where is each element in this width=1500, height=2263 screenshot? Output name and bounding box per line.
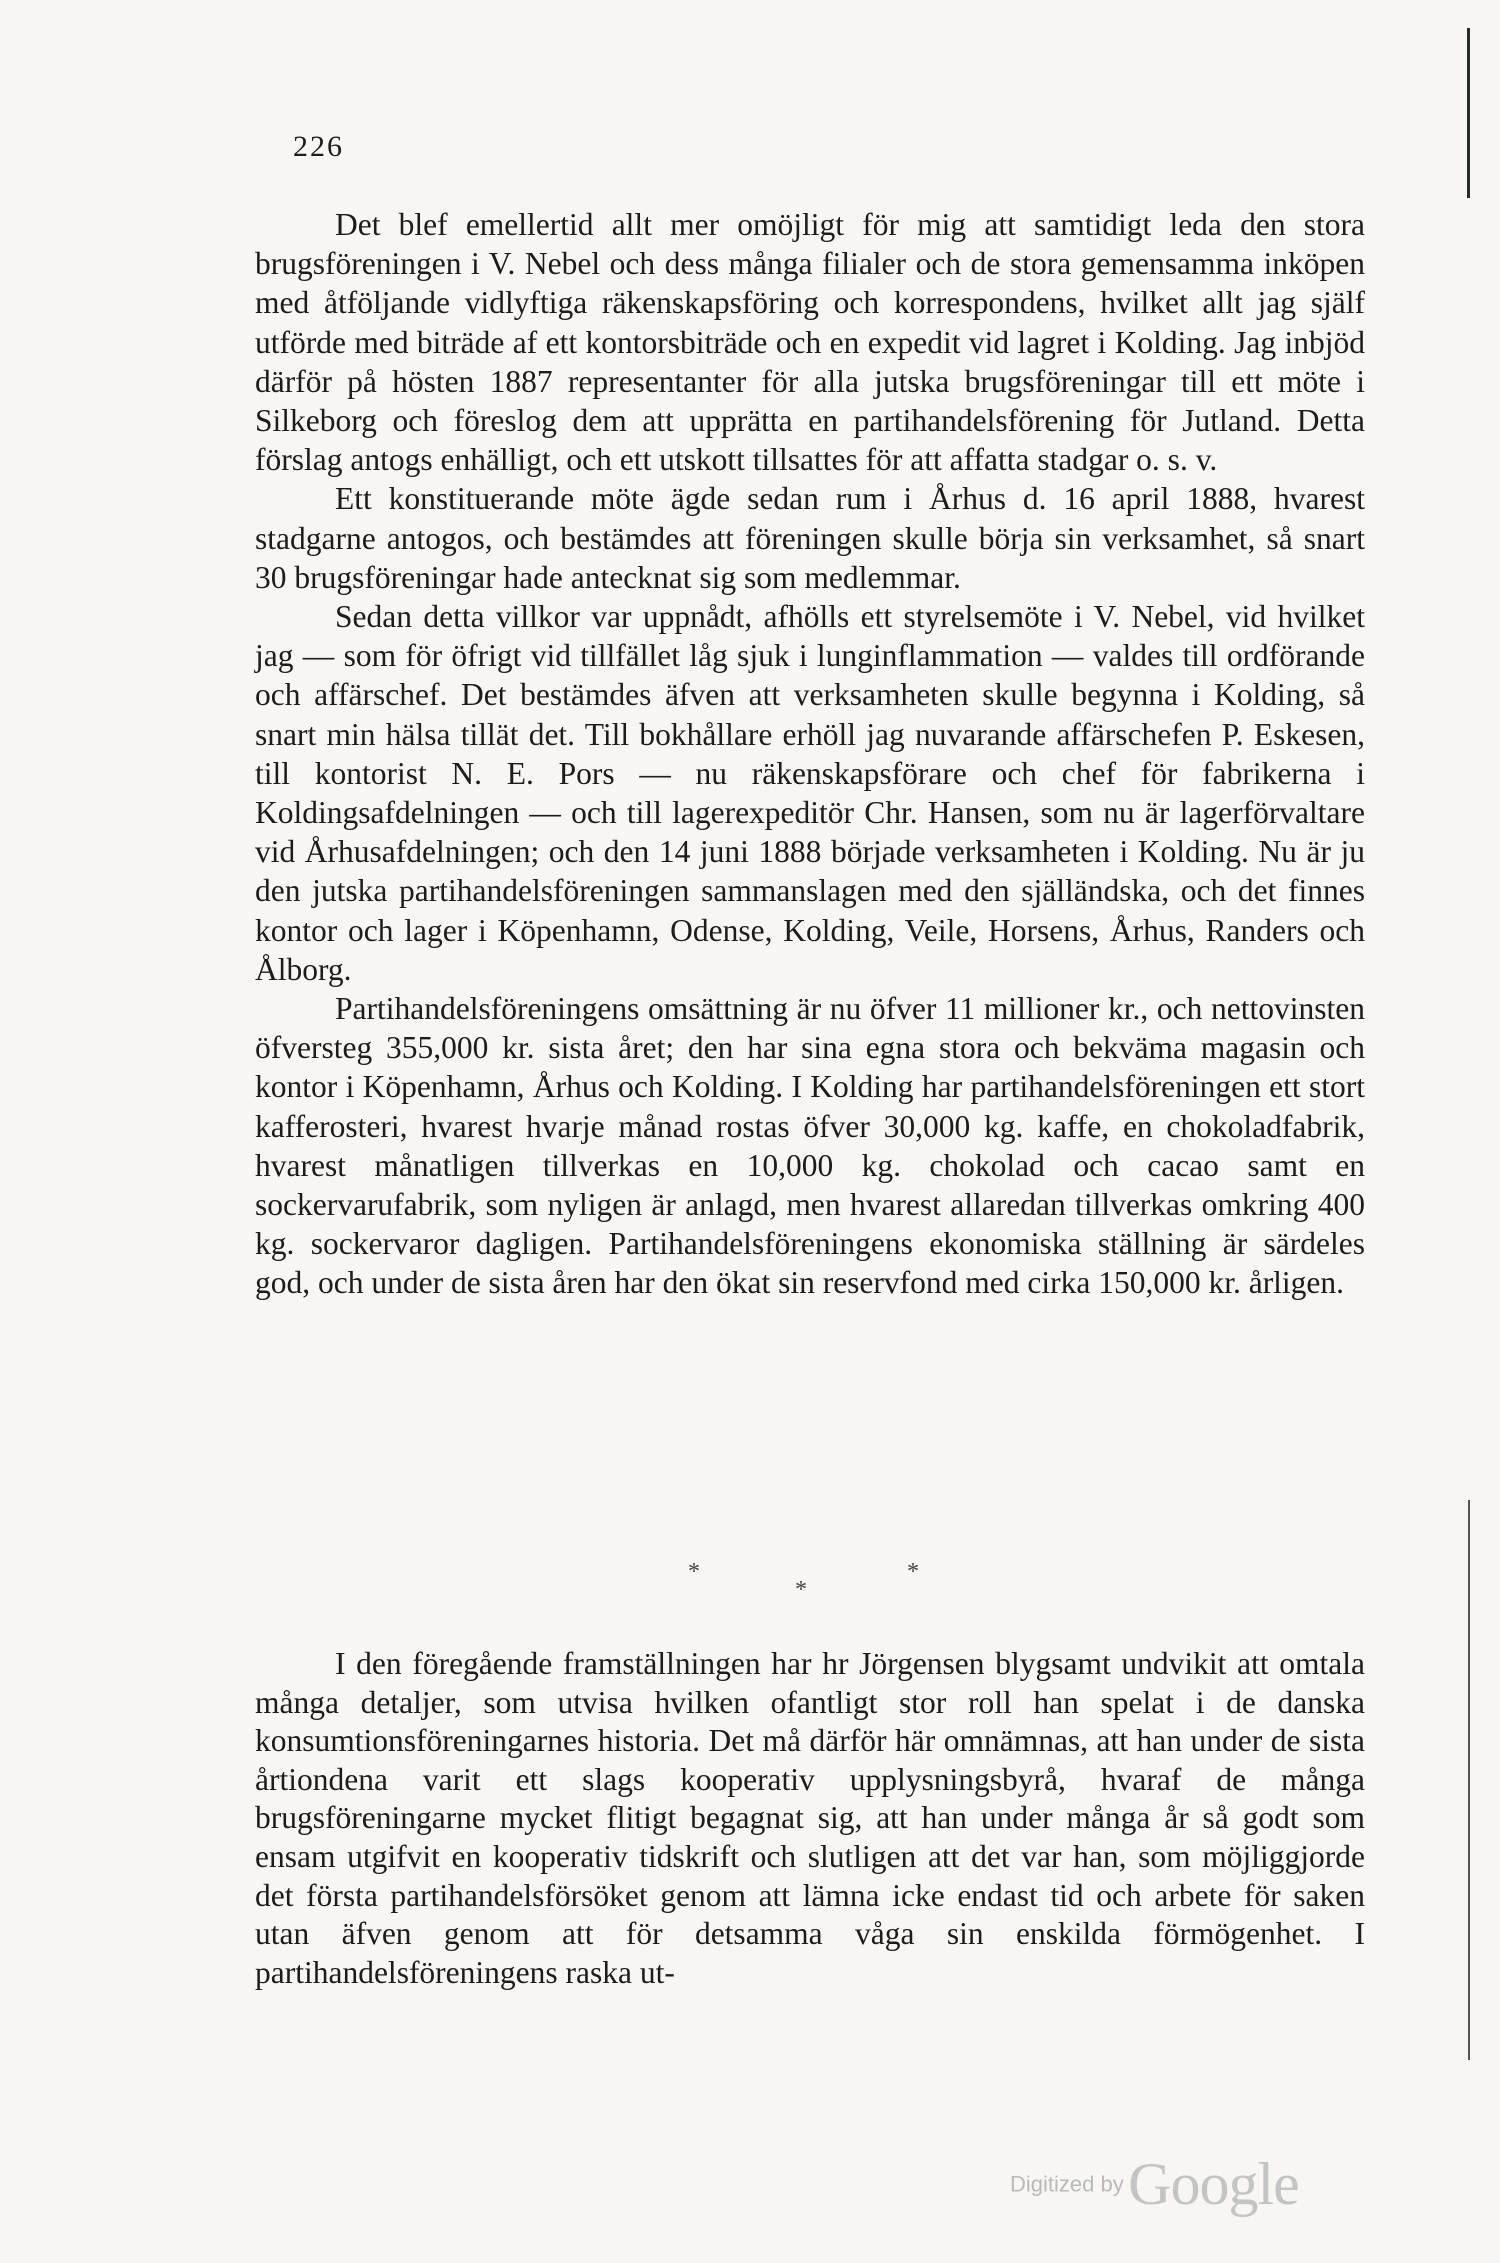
body-text xyxy=(255,205,1365,1303)
body-text-continued xyxy=(255,1645,1365,1992)
section-separator xyxy=(0,1555,1500,1615)
watermark-prefix: Digitized by xyxy=(1010,2171,1124,2197)
paragraph: Det blef emellertid allt mer omöjligt för mig att samtidigt leda den stora brugsföreningen i V. Nebel och dess många filialer och de stora gemensamma inköpen med åtföljande vidlyftiga räkenskapsföring och korrespondens, hvilket allt jag själf utförde med biträde af ett kontorsbiträde och en expedit vid lagret i Kolding. Jag inbjöd därför på hösten 1887 representanter för alla jutska brugsföreningar till ett möte i Silkeborg och föreslog dem att upprätta en partihandelsförening för Jutland. Detta förslag antogs enhälligt, och ett utskott tillsattes för att affatta stadgar o. s. v. xyxy=(255,207,1365,478)
paragraph: Ett konstituerande möte ägde sedan rum i Århus d. 16 april 1888, hvarest stadgarne antogos, och bestämdes att föreningen skulle börja sin verksamhet, så snart 30 brugsföreningar hade antecknat sig som medlemmar. xyxy=(255,481,1365,595)
page-number: 226 xyxy=(293,130,344,163)
google-logo: Google xyxy=(1128,2151,1299,2217)
asterisk: * xyxy=(688,1559,700,1585)
paragraph: I den föregående framställningen har hr Jörgensen blygsamt undvikit att omtala många detaljer, som utvisa hvilken ofantligt stor roll han spelat i de danska konsumtionsföreningarnes historia. Det må därför här omnämnas, att han under de sista årtiondena varit ett slags kooperativ upplysningsbyrå, hvaraf de många brugsföreningarne mycket flitigt begagnat sig, att han under många år så godt som ensam utgifvit en kooperativ tidskrift och slutligen att det var han, som möjliggjorde det första partihandelsförsöket genom att lämna icke endast tid och arbete för saken utan äfven genom att för detsamma våga sin enskilda förmögenhet. I partihandelsföreningens raska ut- xyxy=(255,1646,1365,1990)
paragraph: Sedan detta villkor var uppnådt, afhölls ett styrelsemöte i V. Nebel, vid hvilket jag — som för öfrigt vid tillfället låg sjuk i lunginflammation — valdes till ordförande och affärschef. Det bestämdes äfven att verksamheten skulle begynna i Kolding, så snart min hälsa tillät det. Till bokhållare erhöll jag nuvarande affärschefen P. Eskesen, till kontorist N. E. Pors — nu räkenskapsförare och chef för fabrikerna i Koldingsafdelningen — och till lagerexpeditör Chr. Hansen, som nu är lagerförvaltare vid Århusafdelningen; och den 14 juni 1888 började verksamheten i Kolding. Nu är ju den jutska partihandelsföreningen sammanslagen med den själländska, och det finnes kontor och lager i Köpenhamn, Odense, Kolding, Veile, Horsens, Århus, Randers och Ålborg. xyxy=(255,599,1365,987)
asterisk: * xyxy=(907,1559,919,1585)
asterisk: * xyxy=(795,1577,807,1603)
page-edge-line xyxy=(1467,28,1470,198)
digitized-watermark xyxy=(1010,2150,1299,2219)
paragraph: Partihandelsföreningens omsättning är nu öfver 11 millioner kr., och nettovinsten öfversteg 355,000 kr. sista året; den har sina egna stora och bekväma magasin och kontor i Köpenhamn, Århus och Kolding. I Kolding har partihandelsföreningen ett stort kafferosteri, hvarest hvarje månad rostas öfver 30,000 kg. kaffe, en chokoladfabrik, hvarest månatligen tillverkas en 10,000 kg. chokolad och cacao samt en sockervarufabrik, som nyligen är anlagd, men hvarest allaredan tillverkas omkring 400 kg. sockervaror dagligen. Partihandelsföreningens ekonomiska ställning är särdeles god, och under de sista åren har den ökat sin reservfond med cirka 150,000 kr. årligen. xyxy=(255,991,1365,1301)
